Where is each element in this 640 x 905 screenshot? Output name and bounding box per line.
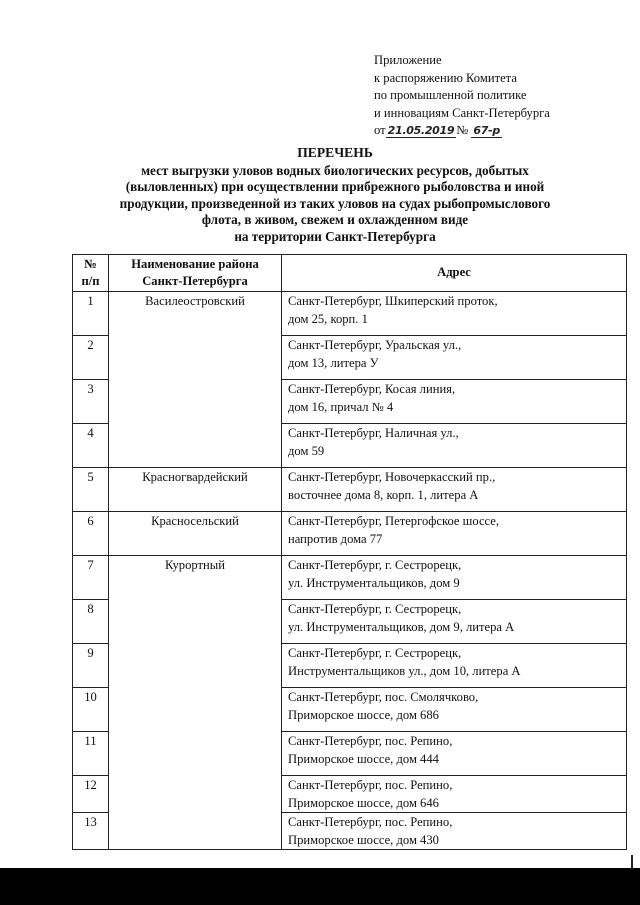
appendix-line: к распоряжению Комитета <box>374 70 517 85</box>
heading-line: флота, в живом, свежем и охлажденном виде <box>201 212 469 227</box>
row-address <box>282 424 627 468</box>
document-title: ПЕРЕЧЕНЬ <box>297 145 373 160</box>
address-line: Санкт-Петербург, Шкиперский проток, <box>288 294 498 308</box>
row-number: 3 <box>73 380 109 424</box>
header-district-line2: Санкт-Петербурга <box>142 274 248 288</box>
address-line: Приморское шоссе, дом 646 <box>288 795 439 810</box>
district-name: Красногвардейский <box>109 468 282 512</box>
appendix-date-line <box>374 122 550 140</box>
row-number: 13 <box>73 813 109 850</box>
address-line: Санкт-Петербург, Уральская ул., <box>288 338 462 352</box>
address-line: Приморское шоссе, дом 430 <box>288 832 439 847</box>
heading-line: мест выгрузки уловов водных биологических ресурсов, добытых <box>141 162 529 178</box>
address-line: Приморское шоссе, дом 686 <box>288 707 439 722</box>
row-address <box>282 512 627 556</box>
address-line: Санкт-Петербург, г. Сестрорецк, <box>288 602 462 616</box>
row-address <box>282 556 627 600</box>
heading-line: (выловленных) при осуществлении прибрежного рыболовства и иной <box>125 179 545 194</box>
address-line: Санкт-Петербург, Новочеркасский пр., <box>288 470 496 484</box>
address-line: Санкт-Петербург, Косая линия, <box>288 382 456 396</box>
table-row <box>73 512 627 556</box>
handwritten-number: 67-р <box>473 124 500 137</box>
address-line: Санкт-Петербург, г. Сестрорецк, <box>288 558 462 572</box>
address-line: Санкт-Петербург, пос. Репино, <box>288 778 453 792</box>
address-line: восточнее дома 8, корп. 1, литера А <box>288 487 479 502</box>
row-address <box>282 380 627 424</box>
address-line: напротив дома 77 <box>288 531 383 546</box>
header-number <box>73 255 109 292</box>
heading-line: на территории Санкт-Петербурга <box>234 228 436 244</box>
row-address <box>282 776 627 813</box>
address-line: Санкт-Петербург, Наличная ул., <box>288 426 459 440</box>
row-number: 1 <box>73 292 109 336</box>
district-name: Красносельский <box>109 512 282 556</box>
scan-edge-line <box>631 855 633 868</box>
row-address <box>282 732 627 776</box>
address-line: Санкт-Петербург, г. Сестрорецк, <box>288 646 462 660</box>
row-address <box>282 813 627 850</box>
row-address <box>282 336 627 380</box>
row-address <box>282 644 627 688</box>
row-number: 2 <box>73 336 109 380</box>
address-line: дом 13, литера У <box>288 355 379 370</box>
heading-line: продукции, произведенной из таких уловов на судах рыбопромыслового <box>119 195 551 211</box>
row-number: 8 <box>73 600 109 644</box>
address-line: Приморское шоссе, дом 444 <box>288 751 439 766</box>
address-line: Инструментальщиков ул., дом 10, литера А <box>288 663 521 678</box>
row-address <box>282 688 627 732</box>
district-name: Василеостровский <box>109 292 282 468</box>
row-number: 11 <box>73 732 109 776</box>
table-header-row <box>73 255 627 292</box>
row-address <box>282 292 627 336</box>
appendix-line: по промышленной политике <box>374 88 527 102</box>
row-number: 4 <box>73 424 109 468</box>
district-name: Курортный <box>109 556 282 850</box>
appendix-line: и инновациям Санкт-Петербурга <box>374 105 550 120</box>
address-line: Санкт-Петербург, пос. Репино, <box>288 815 453 829</box>
row-number: 7 <box>73 556 109 600</box>
address-line: Санкт-Петербург, пос. Смолячково, <box>288 690 479 704</box>
row-number: 5 <box>73 468 109 512</box>
header-address: Адрес <box>282 255 627 292</box>
handwritten-date: 21.05.2019 <box>387 124 455 137</box>
row-number: 10 <box>73 688 109 732</box>
row-number: 6 <box>73 512 109 556</box>
address-line: дом 16, причал № 4 <box>288 399 394 414</box>
address-line: Санкт-Петербург, пос. Репино, <box>288 734 453 748</box>
row-address <box>282 600 627 644</box>
address-line: Санкт-Петербург, Петергофское шоссе, <box>288 514 500 528</box>
number-prefix: № <box>456 123 469 137</box>
address-line: ул. Инструментальщиков, дом 9 <box>288 575 460 590</box>
address-line: дом 25, корп. 1 <box>288 311 368 326</box>
appendix-block <box>374 52 550 140</box>
unloading-sites-table <box>72 254 627 850</box>
address-line: ул. Инструментальщиков, дом 9, литера А <box>288 619 515 634</box>
header-number-line1: № <box>84 256 97 271</box>
document-heading <box>60 145 610 245</box>
address-line: дом 59 <box>288 443 325 458</box>
header-district-line1: Наименование района <box>131 256 259 271</box>
date-prefix: от <box>374 123 386 137</box>
scan-bottom-border <box>0 868 640 905</box>
header-district <box>109 255 282 292</box>
row-number: 9 <box>73 644 109 688</box>
table-row <box>73 292 627 336</box>
appendix-line: Приложение <box>374 53 442 67</box>
header-number-line2: п/п <box>81 274 100 288</box>
row-address <box>282 468 627 512</box>
table-row <box>73 468 627 512</box>
row-number: 12 <box>73 776 109 813</box>
table-row <box>73 556 627 600</box>
